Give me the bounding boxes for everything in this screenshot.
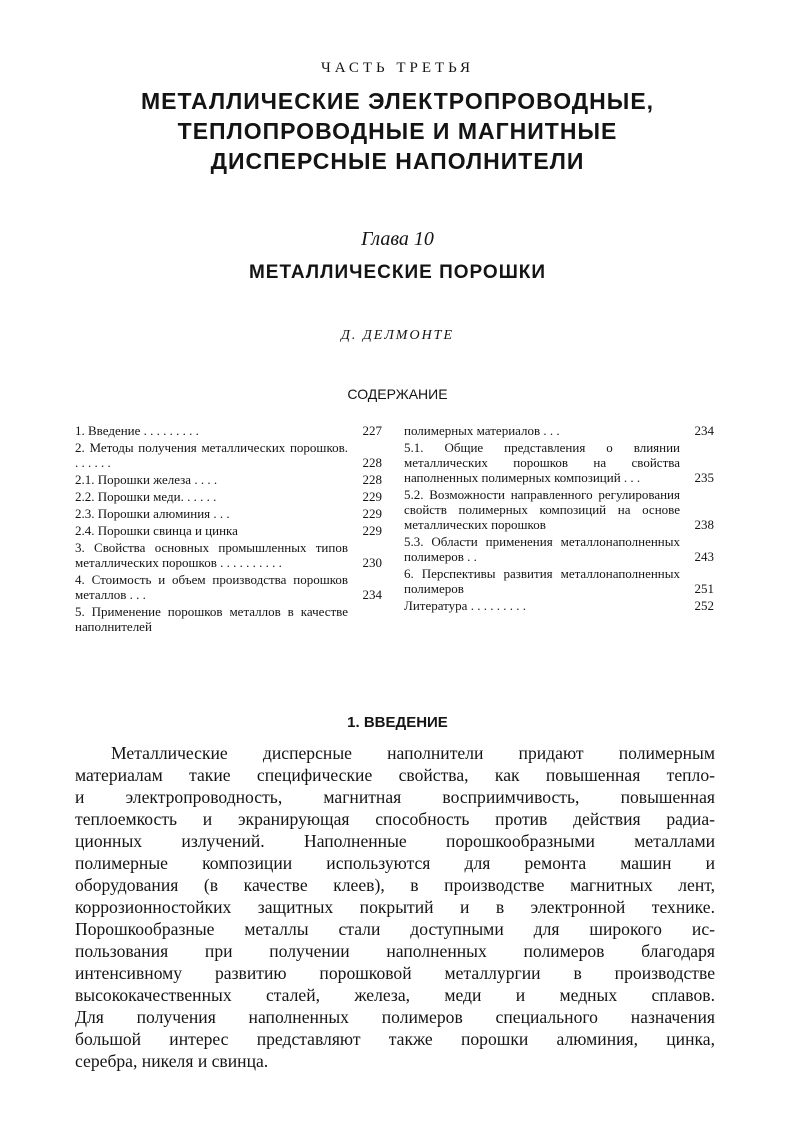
toc-entry-page: 252: [694, 598, 714, 613]
toc-right-column: [404, 423, 714, 615]
author-name: Д. ДЕЛМОНТЕ: [340, 328, 455, 343]
paragraph-line: большой интерес представляют также порошки алюминия, цинка,: [75, 1029, 715, 1049]
toc-entry: [75, 523, 382, 538]
toc-entry-page: 227: [362, 423, 382, 438]
paragraph-line: материалам такие специфические свойства, как повышенная тепло-: [75, 765, 715, 785]
body-paragraph: [75, 742, 715, 1072]
toc-entry-text: 2.2. Порошки меди. . . . . .: [75, 489, 217, 504]
toc-entry: [404, 423, 714, 438]
paragraph-line: Металлические дисперсные наполнители придают полимерным: [111, 743, 715, 763]
toc-entry-page: 229: [362, 523, 382, 538]
chapter-label: Глава 10: [361, 228, 434, 250]
toc-entry-page: 243: [694, 549, 714, 564]
paragraph-line: интенсивному развитию порошковой металлургии в производстве: [75, 963, 715, 983]
toc-entry-page: 229: [362, 506, 382, 521]
toc-entry-text: 5.1. Общие представления о влиянии металлических порошков на свойства наполненных полимерных композиций . . .: [404, 440, 680, 485]
toc-heading: СОДЕРЖАНИЕ: [347, 386, 448, 402]
paragraph-line: высококачественных сталей, железа, меди и медных сплавов.: [75, 985, 715, 1005]
toc-entry: [75, 489, 382, 504]
paragraph-line: ционных излучений. Наполненные порошкообразными металлами: [75, 831, 715, 851]
toc-entry: [404, 598, 714, 613]
toc-entry: [75, 572, 382, 602]
paragraph-line: серебра, никеля и свинца.: [75, 1051, 269, 1071]
toc-entry: [75, 472, 382, 487]
part-title-line: ТЕПЛОПРОВОДНЫЕ И МАГНИТНЫЕ: [177, 118, 618, 144]
toc-entry-page: 230: [362, 555, 382, 570]
paragraph-line: оборудования (в качестве клеев), в производстве магнитных лент,: [75, 875, 715, 895]
part-title: [0, 86, 795, 176]
part-label: ЧАСТЬ ТРЕТЬЯ: [320, 60, 474, 76]
toc-entry-text: полимерных материалов . . .: [404, 423, 560, 438]
toc-entry: [75, 540, 382, 570]
toc-entry-text: 4. Стоимость и объем производства порошков металлов . . .: [75, 572, 348, 602]
toc-entry-page: 228: [362, 455, 382, 470]
toc-entry-page: 251: [694, 581, 714, 596]
toc-left-column: [75, 423, 382, 636]
toc-entry-page: 234: [694, 423, 714, 438]
paragraph-line: и электропроводность, магнитная восприимчивость, повышенная: [75, 787, 715, 807]
toc-entry-text: 2. Методы получения металлических порошков. . . . . . .: [75, 440, 348, 470]
section-heading: 1. ВВЕДЕНИЕ: [347, 714, 448, 731]
toc-entry-page: 235: [694, 470, 714, 485]
chapter-title: МЕТАЛЛИЧЕСКИЕ ПОРОШКИ: [248, 262, 547, 283]
part-title-line: МЕТАЛЛИЧЕСКИЕ ЭЛЕКТРОПРОВОДНЫЕ,: [140, 88, 655, 114]
toc-entry-page: 238: [694, 517, 714, 532]
toc-entry-text: Литература . . . . . . . . .: [404, 598, 526, 613]
paragraph-line: пользования при получении наполненных полимеров благодаря: [75, 941, 715, 961]
paragraph-line: Для получения наполненных полимеров специального назначения: [75, 1007, 715, 1027]
toc-entry: [75, 440, 382, 470]
toc-entry-text: 2.3. Порошки алюминия . . .: [75, 506, 230, 521]
paragraph-line: коррозионностойких защитных покрытий и в электронной технике.: [75, 897, 715, 917]
toc-entry-text: 2.1. Порошки железа . . . .: [75, 472, 218, 487]
toc-entry-text: 3. Свойства основных промышленных типов металлических порошков . . . . . . . . . .: [75, 540, 348, 570]
toc-entry: [404, 534, 714, 564]
toc-entry: [404, 566, 714, 596]
toc-entry: [75, 506, 382, 521]
paragraph-line: теплоемкость и экранирующая способность против действия радиа-: [75, 809, 715, 829]
toc-entry-page: 234: [362, 587, 382, 602]
paragraph-line: Порошкообразные металлы стали доступными для широкого ис-: [75, 919, 715, 939]
toc-entry: [404, 487, 714, 532]
toc-entry-text: 5.3. Области применения металлонаполненных полимеров . .: [404, 534, 680, 564]
toc-entry-text: 2.4. Порошки свинца и цинка: [75, 523, 238, 538]
toc-entry: [75, 604, 382, 634]
toc-entry-page: 228: [362, 472, 382, 487]
toc-entry-text: 5.2. Возможности направленного регулирования свойств полимерных композиций на основе металлических порошков: [404, 487, 680, 532]
part-title-line: ДИСПЕРСНЫЕ НАПОЛНИТЕЛИ: [210, 148, 585, 174]
toc-entry-text: 6. Перспективы развития металлонаполненных полимеров: [404, 566, 680, 596]
toc-entry: [75, 423, 382, 438]
toc-entry-text: 1. Введение . . . . . . . . .: [75, 423, 199, 438]
paragraph-line: полимерные композиции используются для ремонта машин и: [75, 853, 715, 873]
toc-entry: [404, 440, 714, 485]
toc-entry-text: 5. Применение порошков металлов в качестве наполнителей: [75, 604, 348, 634]
toc-entry-page: 229: [362, 489, 382, 504]
